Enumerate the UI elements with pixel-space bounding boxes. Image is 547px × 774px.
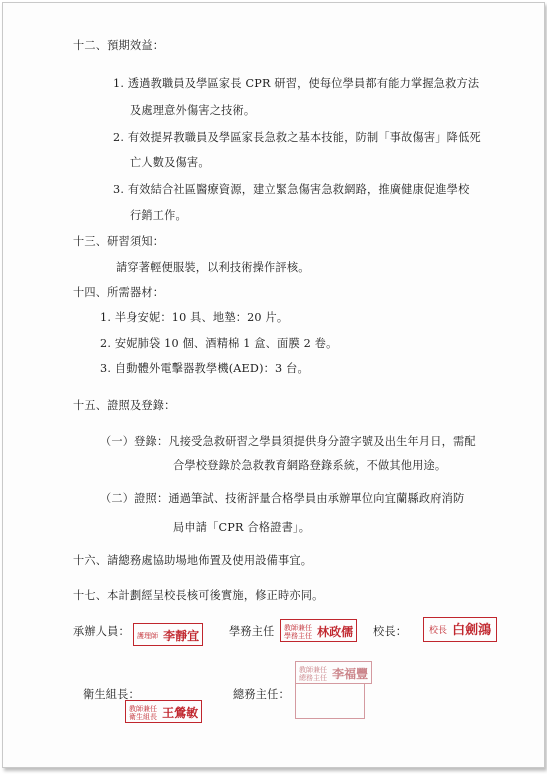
academic-director-seal: 教師兼任 學務主任 林政儒 [280,619,357,642]
section-13-text: 請穿著輕便服裝，以利技術操作評核。 [116,261,310,274]
principal-seal: 校長 白劍鴻 [423,617,497,642]
s15-item-1-line-2: 合學校登錄於急救教育網路登錄系統，不做其他用途。 [173,459,447,472]
academic-director-label: 學務主任 [229,625,275,638]
s12-item-1-line-1: 1. 透過教職員及學區家長 CPR 研習，使每位學員都有能力掌握急救方法 [113,77,480,90]
s12-item-3-line-1: 3. 有效結合社區醫療資源，建立緊急傷害急救網路，推廣健康促進學校 [113,183,470,196]
document-page [2,2,545,768]
health-section-chief-label: 衛生組長： [83,688,140,701]
section-13-heading: 十三、研習須知： [73,235,165,248]
general-affairs-director-seal: 教師兼任 總務主任 李福豐 [295,661,372,684]
general-affairs-director-label: 總務主任： [233,688,290,701]
s12-item-1-line-2: 及處理意外傷害之技術。 [130,104,256,117]
organizer-label: 承辦人員： [73,625,130,638]
section-12-heading: 十二、預期效益： [73,39,165,52]
section-17-text: 十七、本計劃經呈校長核可後實施，修正時亦同。 [73,589,324,602]
organizer-seal: 護理師 李靜宜 [133,623,203,646]
s14-item-2: 2. 安妮肺袋 10 個、酒精棉 1 盒、面膜 2 卷。 [100,337,338,350]
s12-item-3-line-2: 行銷工作。 [130,209,187,222]
section-14-heading: 十四、所需器材： [73,286,165,299]
s15-item-2-line-2: 局申請「CPR 合格證書」。 [173,521,311,534]
section-16-text: 十六、請總務處協助場地佈置及使用設備事宜。 [73,554,313,567]
s14-item-3: 3. 自動體外電擊器教學機(AED)：3 台。 [100,362,309,375]
section-15-heading: 十五、證照及登錄： [73,399,176,412]
principal-label: 校長： [373,625,408,638]
s12-item-2-line-1: 2. 有效提昇教職員及學區家長急救之基本技能，防制「事故傷害」降低死 [113,131,481,144]
s12-item-2-line-2: 亡人數及傷害。 [130,156,210,169]
s15-item-1-line-1: （一）登錄：凡接受急救研習之學員須提供身分證字號及出生年月日，需配 [100,435,476,448]
seal-offset-impression [295,683,365,719]
health-section-chief-seal: 教師兼任 衛生組長 王鶯敏 [125,700,202,723]
s15-item-2-line-1: （二）證照：通過筆試、技術評量合格學員由承辦單位向宜蘭縣政府消防 [100,492,465,505]
s14-item-1: 1. 半身安妮：10 具、地墊：20 片。 [100,311,289,324]
